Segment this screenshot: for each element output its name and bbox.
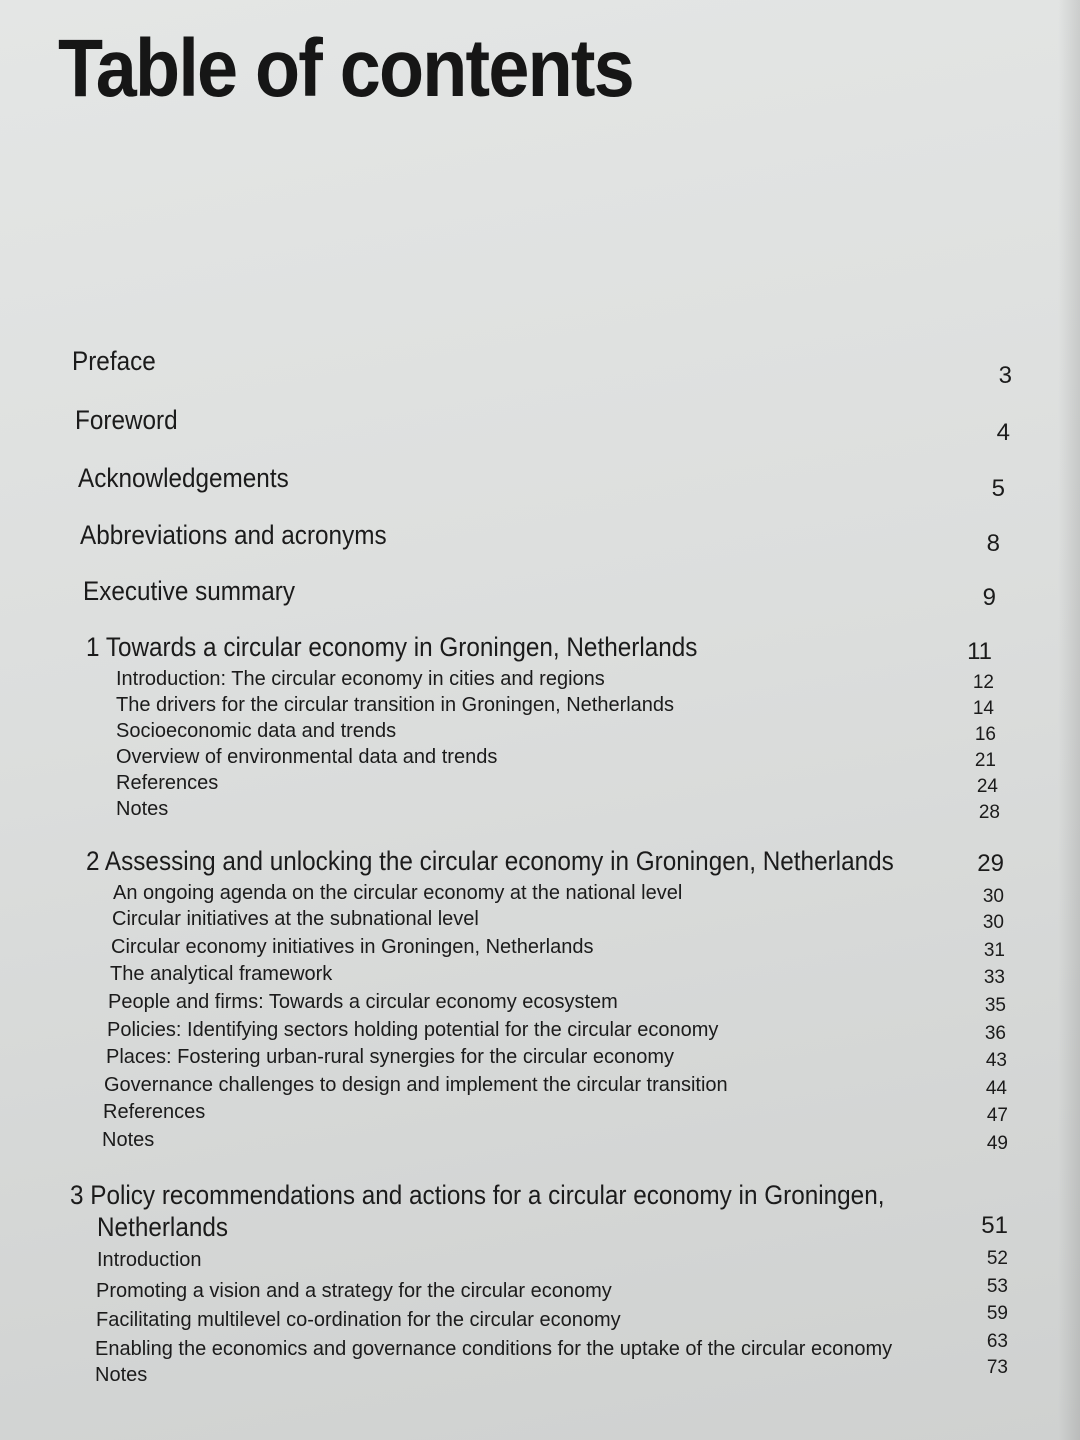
toc-item-label: Overview of environmental data and trends — [116, 746, 498, 768]
toc-item-label: An ongoing agenda on the circular economy at the national level — [113, 882, 683, 904]
toc-chapter-title: 1 Towards a circular economy in Groningen, Netherlands — [86, 632, 698, 662]
toc-item-label: Introduction: The circular economy in cities and regions — [116, 668, 605, 690]
toc-item-label: Enabling the economics and governance conditions for the uptake of the circular economy — [95, 1338, 893, 1360]
toc-entry-page: 4 — [996, 419, 1010, 446]
page-edge-shadow — [1058, 0, 1080, 1440]
toc-item-page: 36 — [984, 1023, 1006, 1044]
toc-item-label: Notes — [102, 1129, 155, 1151]
toc-entry-label: Acknowledgements — [78, 463, 289, 493]
toc-item-page: 43 — [985, 1050, 1007, 1071]
toc-item-label: Circular initiatives at the subnational level — [112, 908, 479, 930]
toc-item-label: Introduction — [97, 1249, 202, 1271]
toc-item-page: 47 — [986, 1105, 1008, 1126]
toc-item-label: Promoting a vision and a strategy for the circular economy — [96, 1280, 612, 1302]
toc-item-page: 24 — [976, 776, 998, 797]
toc-item-label: Policies: Identifying sectors holding potential for the circular economy — [107, 1019, 719, 1041]
toc-entry-page: 3 — [998, 362, 1012, 389]
toc-item-page: 21 — [974, 750, 996, 771]
toc-item-label: The drivers for the circular transition in Groningen, Netherlands — [116, 694, 675, 716]
toc-chapter-title-line1: 3 Policy recommendations and actions for a circular economy in Groningen, — [70, 1180, 885, 1210]
toc-item-page: 30 — [982, 886, 1004, 907]
toc-entry-label: Executive summary — [83, 576, 296, 606]
toc-item-label: Notes — [95, 1364, 148, 1386]
toc-item-label: Circular economy initiatives in Groningen, Netherlands — [111, 936, 594, 958]
toc-item-label: Socioeconomic data and trends — [116, 720, 397, 742]
toc-item-page: 35 — [984, 995, 1006, 1016]
toc-entry-page: 9 — [982, 584, 996, 611]
toc-item-page: 30 — [982, 912, 1004, 933]
toc-entry-page: 5 — [991, 475, 1005, 502]
toc-item-page: 16 — [974, 724, 996, 745]
toc-item-page: 53 — [986, 1276, 1008, 1297]
toc-item-page: 73 — [986, 1357, 1008, 1378]
toc-chapter-page: 51 — [981, 1212, 1008, 1239]
toc-item-page: 44 — [985, 1078, 1007, 1099]
toc-item-page: 33 — [983, 967, 1005, 988]
toc-chapter-title-line2: Netherlands — [97, 1212, 229, 1242]
toc-chapter-page: 29 — [977, 850, 1004, 877]
page-title: Table of contents — [58, 23, 633, 114]
toc-entry-label: Abbreviations and acronyms — [80, 520, 387, 550]
toc-item-label: Governance challenges to design and implement the circular transition — [104, 1074, 728, 1096]
toc-item-label: Places: Fostering urban-rural synergies for the circular economy — [106, 1046, 675, 1068]
toc-item-label: People and firms: Towards a circular economy ecosystem — [108, 991, 618, 1013]
toc-item-page: 59 — [986, 1303, 1008, 1324]
toc-item-page: 52 — [986, 1248, 1008, 1269]
toc-item-page: 28 — [978, 802, 1000, 823]
toc-item-label: References — [116, 772, 219, 794]
toc-item-page: 63 — [986, 1331, 1008, 1352]
toc-entry-label: Foreword — [75, 405, 178, 435]
toc-entry-page: 8 — [986, 530, 1000, 557]
toc-item-page: 12 — [972, 672, 994, 693]
toc-item-label: References — [103, 1101, 206, 1123]
toc-item-page: 14 — [972, 698, 994, 719]
toc-item-page: 49 — [986, 1133, 1008, 1154]
toc-item-page: 31 — [983, 940, 1005, 961]
toc-item-label: Notes — [116, 798, 169, 820]
toc-entry-label: Preface — [72, 346, 156, 376]
toc-chapter-page: 11 — [967, 638, 992, 665]
toc-item-label: Facilitating multilevel co-ordination for the circular economy — [96, 1309, 621, 1331]
toc-item-label: The analytical framework — [110, 963, 333, 985]
toc-chapter-title: 2 Assessing and unlocking the circular economy in Groningen, Netherlands — [86, 846, 894, 876]
